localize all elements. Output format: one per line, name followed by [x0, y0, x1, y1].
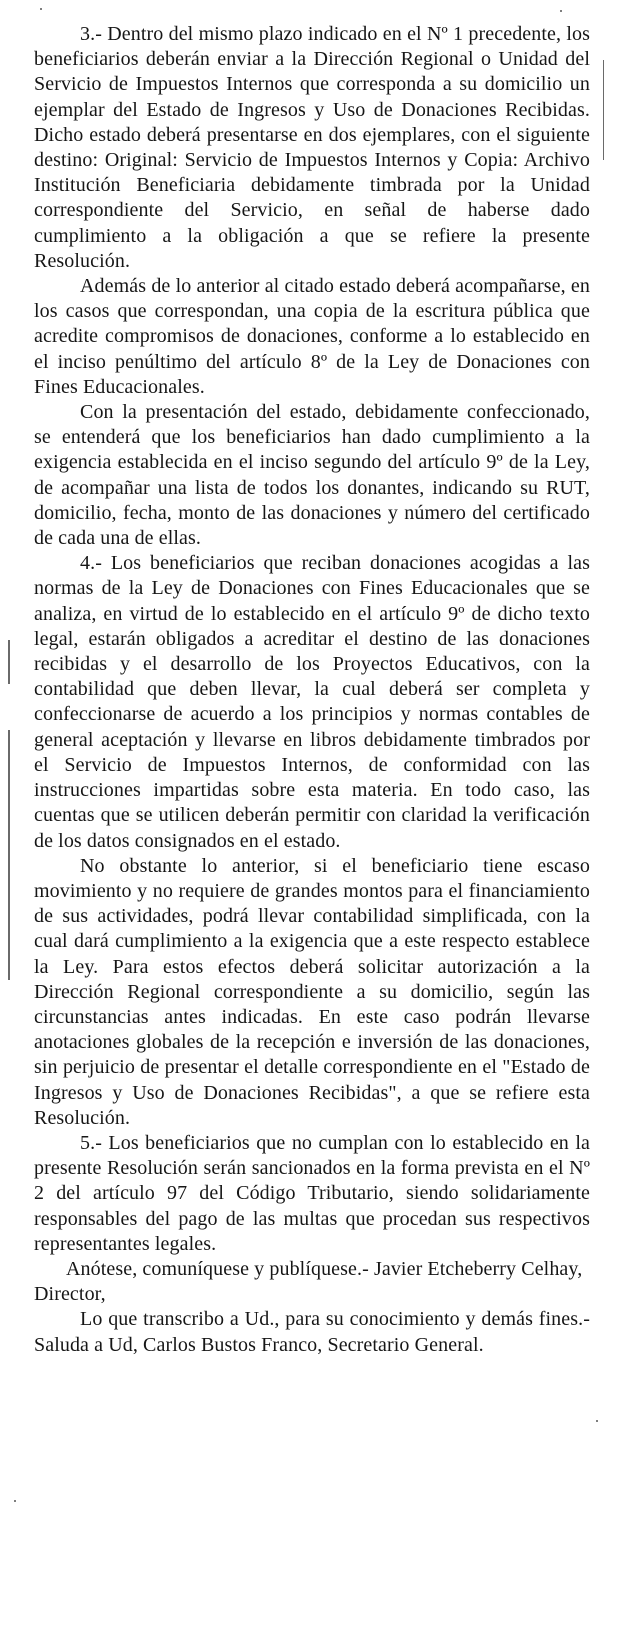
scan-speck: [14, 1500, 16, 1502]
paragraph-3: 3.- Dentro del mismo plazo indicado en el Nº 1 precedente, los beneficiarios deberán enviar a la Dirección Regional o Unidad del Servicio de Impuestos Internos que corresponda a su domicilio un ejemplar del Estado de Ingresos y Uso de Donaciones Recibidas. Dicho estado deberá presentarse en dos ejemplares, con el siguiente destino: Original: Servicio de Impuestos Internos y Copia: Archivo Institución Beneficiaria debidamente timbrada por la Unidad correspondiente del Servicio, en señal de haberse dado cumplimiento a la obligación a que se refiere la presente Resolución.: [34, 23, 590, 272]
closing-paragraph: Lo que transcribo a Ud., para su conocimiento y demás fines.- Saluda a Ud, Carlos Bustos Franco, Secretario General.: [34, 1308, 590, 1356]
paragraph-contabilidad-simplificada: No obstante lo anterior, si el beneficiario tiene escaso movimiento y no requiere de grandes montos para el financiamiento de sus actividades, podrá llevar contabilidad simplificada, con la cual dará cumplimiento a la exigencia que a este respecto establece la Ley. Para estos efectos deberá solicitar autorización a la Dirección Regional correspondiente a su domicilio, según las circunstancias antes indicadas. En este caso podrán llevarse anotaciones globales de la recepción e inversión de las donaciones, sin perjuicio de presentar el detalle correspondiente en el "Estado de Ingresos y Uso de Donaciones Recibidas", a que se refiere esta Resolución.: [34, 854, 590, 1129]
scan-edge-mark: [8, 640, 10, 684]
paragraph-4: 4.- Los beneficiarios que reciban donaciones acogidas a las normas de la Ley de Donaciones con Fines Educacionales que se analiza, en virtud de lo establecido en el artículo 9º de dicho texto legal, estarán obligados a acreditar el destino de las donaciones recibidas y el desarrollo de los Proyectos Educativos, con la contabilidad que deben llevar, la cual deberá ser completa y confeccionarse de acuerdo a los principios y normas contables de general aceptación y llevarse en libros debidamente timbrados por el Servicio de Impuestos Internos, de conformidad con las instrucciones impartidas sobre esta materia. En todo caso, las cuentas que se utilicen deberán permitir con claridad la verificación de los datos consignados en el estado.: [34, 552, 590, 852]
scan-speck: [40, 8, 42, 10]
paragraph-presentacion: Con la presentación del estado, debidamente confeccionado, se entenderá que los beneficiarios han dado cumplimiento a la exigencia establecida en el inciso segundo del artículo 9º de la Ley, de acompañar una lista de todos los donantes, indicando su RUT, domicilio, fecha, monto de las donaciones y número del certificado de cada una de ellas.: [34, 401, 590, 550]
document-body: [34, 22, 590, 1358]
signoff-line: Anótese, comuníquese y publíquese.- Javier Etcheberry Celhay, Director,: [34, 1257, 583, 1306]
paragraph-5: 5.- Los beneficiarios que no cumplan con lo establecido en la presente Resolución serán sancionados en la forma prevista en el Nº 2 del artículo 97 del Código Tributario, siendo solidariamente responsables del pago de las multas que procedan sus respectivos representantes legales.: [34, 1131, 590, 1255]
scan-speck: [560, 10, 562, 12]
scan-edge-mark: [8, 730, 10, 980]
paragraph-escritura: Además de lo anterior al citado estado deberá acompañarse, en los casos que correspondan, una copia de la escritura pública que acredite compromisos de donaciones, conforme a lo establecido en el inciso penúltimo del artículo 8º de la Ley de Donaciones con Fines Educacionales.: [34, 275, 590, 398]
scan-edge-mark: [603, 60, 604, 160]
scan-speck: [596, 1420, 598, 1422]
